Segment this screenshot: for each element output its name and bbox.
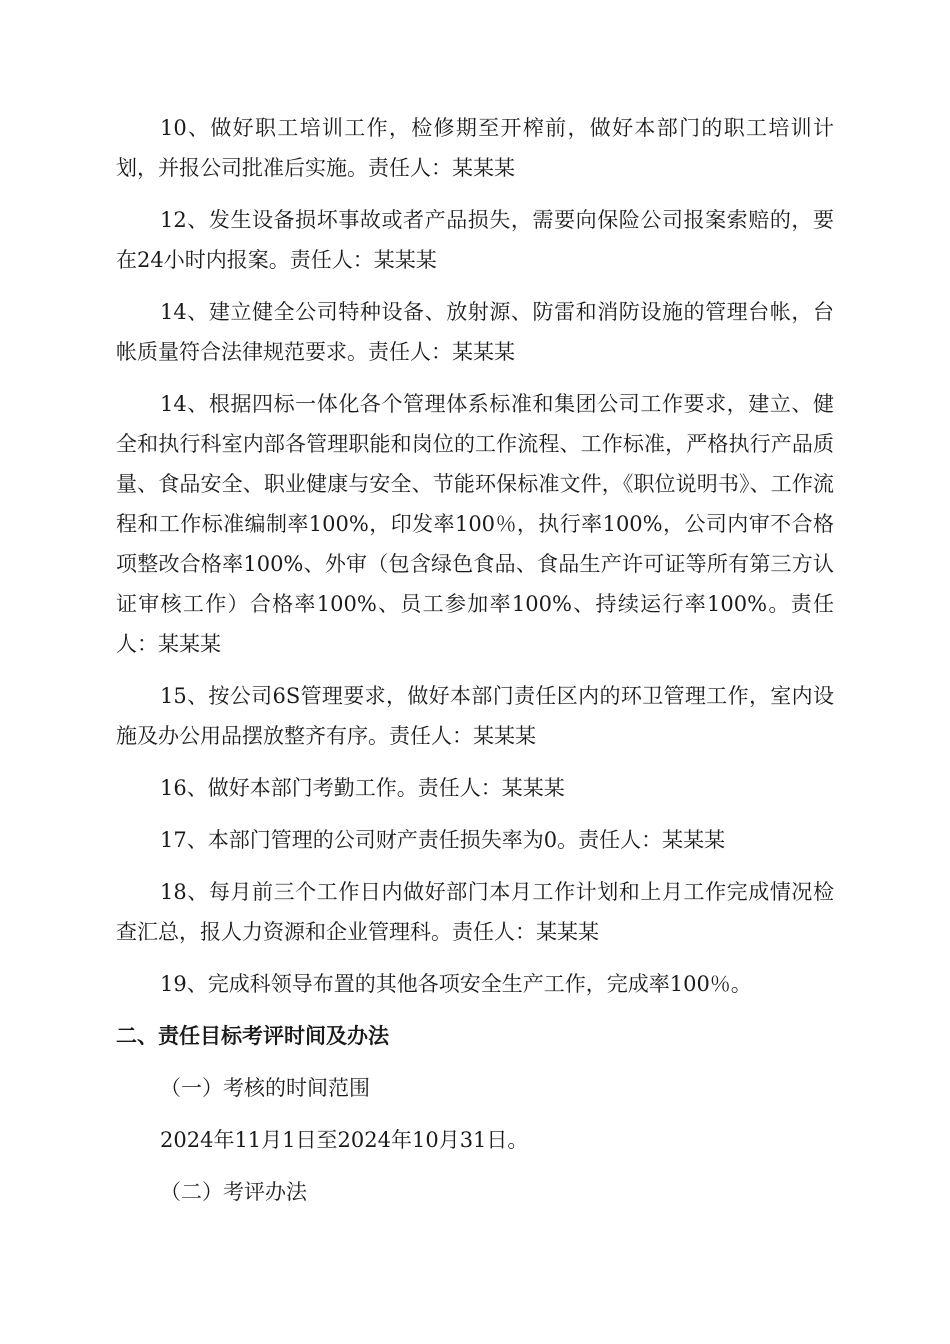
paragraph-item-17: 17、本部门管理的公司财产责任损失率为0。责任人：某某某	[160, 828, 726, 852]
paragraph-item-16: 16、做好本部门考勤工作。责任人：某某某	[160, 776, 565, 800]
paragraph-item-14a: 14、建立健全公司特种设备、放射源、防雷和消防设施的管理台帐，台帐质量符合法律规范要求。责任人：某某某	[116, 300, 834, 364]
subheading-evaluation-method: （二）考评办法	[160, 1180, 307, 1204]
paragraph-item-14b: 14、根据四标一体化各个管理体系标准和集团公司工作要求，建立、健全和执行科室内部各管理职能和岗位的工作流程、工作标准，严格执行产品质量、食品安全、职业健康与安全、节能环保标准文件，《职位说明书》、工作流程和工作标准编制率100%，印发率100％，执行率100%，公司内审不合格项整改合格率100%、外审（包含绿色食品、食品生产许可证等所有第三方认证审核工作）合格率100%、员工参加率100%、持续运行率100%。责任人：某某某	[116, 392, 834, 656]
paragraph-item-18: 18、每月前三个工作日内做好部门本月工作计划和上月工作完成情况检查汇总，报人力资源和企业管理科。责任人：某某某	[116, 880, 834, 944]
paragraph-item-10: 10、做好职工培训工作，检修期至开榨前，做好本部门的职工培训计划，并报公司批准后实施。责任人：某某某	[116, 116, 834, 180]
paragraph-item-15: 15、按公司6S管理要求，做好本部门责任区内的环卫管理工作，室内设施及办公用品摆放整齐有序。责任人：某某某	[116, 684, 834, 748]
document-body	[116, 108, 834, 1224]
subheading-time-range: （一）考核的时间范围	[160, 1076, 370, 1100]
date-range-text: 2024年11月1日至2024年10月31日。	[160, 1128, 529, 1152]
section-heading: 二、责任目标考评时间及办法	[116, 1024, 389, 1048]
paragraph-item-12: 12、发生设备损坏事故或者产品损失，需要向保险公司报案索赔的，要在24小时内报案。责任人：某某某	[116, 208, 834, 272]
paragraph-item-19: 19、完成科领导布置的其他各项安全生产工作，完成率100％。	[160, 972, 752, 996]
